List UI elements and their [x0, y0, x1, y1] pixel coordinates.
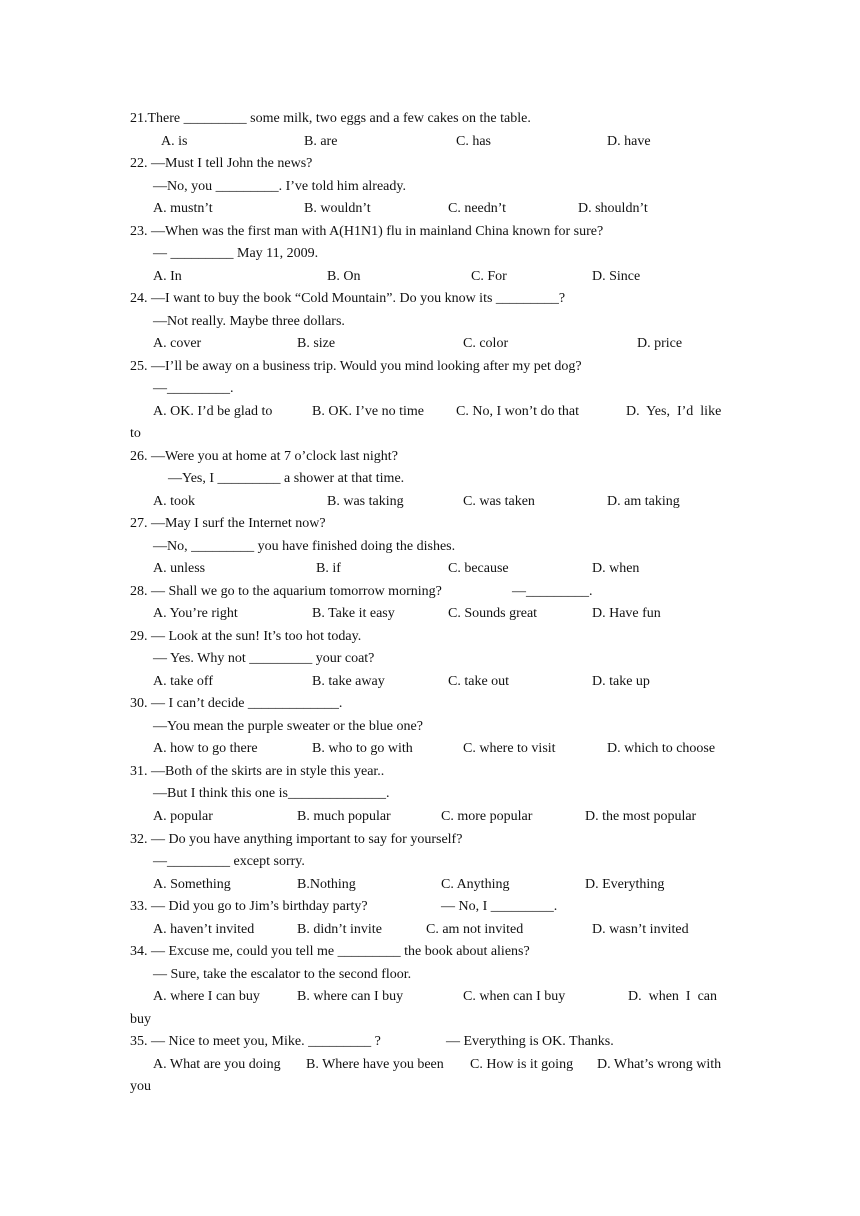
- question-stem: 22. —Must I tell John the news?: [130, 156, 313, 171]
- option-d: D. wasn’t invited: [592, 922, 689, 937]
- option-b: B. was taking: [327, 494, 404, 509]
- option-a: A. In: [153, 269, 182, 284]
- option-a: A. Something: [153, 877, 231, 892]
- option-c: C. Anything: [441, 877, 510, 892]
- option-a: A. unless: [153, 561, 206, 576]
- question-reply: ―_________.: [512, 584, 593, 599]
- option-c: C. How is it going: [470, 1057, 574, 1072]
- question-stem: 33. — Did you go to Jim’s birthday party?: [130, 899, 368, 914]
- option-d: D. take up: [592, 674, 650, 689]
- option-a: A. haven’t invited: [153, 922, 255, 937]
- option-d: D. which to choose: [607, 741, 716, 756]
- option-a: A. popular: [153, 809, 213, 824]
- option-a: A. What are you doing: [153, 1057, 281, 1072]
- option-d: D. when: [592, 561, 640, 576]
- option-d: D. have: [607, 134, 651, 149]
- option-a: A. cover: [153, 336, 202, 351]
- option-c: C. has: [456, 134, 491, 149]
- option-b: B. are: [304, 134, 338, 149]
- option-c: C. when can I buy: [463, 989, 566, 1004]
- option-c: C. more popular: [441, 809, 533, 824]
- option-b: B. who to go with: [312, 741, 413, 756]
- option-c: C. needn’t: [448, 201, 507, 216]
- option-b: B. Take it easy: [312, 606, 395, 621]
- option-c: C. was taken: [463, 494, 535, 509]
- option-c: C. where to visit: [463, 741, 556, 756]
- question-reply: —Yes, I _________ a shower at that time.: [168, 471, 405, 486]
- question-stem: 24. —I want to buy the book “Cold Mountain”. Do you know its _________?: [130, 291, 566, 306]
- option-b: B. much popular: [297, 809, 391, 824]
- option-c: C. because: [448, 561, 509, 576]
- question-reply: — Sure, take the escalator to the second floor.: [153, 967, 412, 982]
- option-d: D. Have fun: [592, 606, 661, 621]
- question-stem: 23. —When was the first man with A(H1N1) flu in mainland China known for sure?: [130, 224, 604, 239]
- option-a: A. take off: [153, 674, 213, 689]
- option-c: C. take out: [448, 674, 510, 689]
- option-a: A. You’re right: [153, 606, 238, 621]
- option-c: C. color: [463, 336, 509, 351]
- question-stem: 30. — I can’t decide _____________.: [130, 696, 343, 711]
- option-a: A. OK. I’d be glad to: [153, 404, 273, 419]
- question-reply: — Everything is OK. Thanks.: [446, 1034, 614, 1049]
- question-stem: 26. —Were you at home at 7 o’clock last night?: [130, 449, 398, 464]
- option-c: C. No, I won’t do that: [456, 404, 580, 419]
- question-reply: — Yes. Why not _________ your coat?: [153, 651, 375, 666]
- question-reply: —You mean the purple sweater or the blue one?: [153, 719, 423, 734]
- question-reply: —But I think this one is______________.: [153, 786, 390, 801]
- question-stem: 25. —I’ll be away on a business trip. Would you mind looking after my pet dog?: [130, 359, 582, 374]
- option-a: A. how to go there: [153, 741, 258, 756]
- question-reply: —Not really. Maybe three dollars.: [153, 314, 345, 329]
- option-b: B. size: [297, 336, 336, 351]
- question-reply: —_________ except sorry.: [153, 854, 305, 869]
- option-c: C. am not invited: [426, 922, 524, 937]
- question-stem: 27. —May I surf the Internet now?: [130, 516, 326, 531]
- question-stem: 31. —Both of the skirts are in style this year..: [130, 764, 385, 779]
- option-b: B. Where have you been: [306, 1057, 444, 1072]
- option-wrap: buy: [130, 1012, 151, 1027]
- option-a: A. where I can buy: [153, 989, 260, 1004]
- question-reply: —No, _________ you have finished doing the dishes.: [153, 539, 456, 554]
- option-b: B. take away: [312, 674, 385, 689]
- option-d: D. price: [637, 336, 683, 351]
- question-stem: 35. — Nice to meet you, Mike. _________ ?: [130, 1034, 381, 1049]
- question-reply: — _________ May 11, 2009.: [153, 246, 319, 261]
- question-stem: 21.There _________ some milk, two eggs and a few cakes on the table.: [130, 111, 531, 126]
- option-wrap: you: [130, 1079, 151, 1094]
- question-reply: — No, I _________.: [441, 899, 558, 914]
- option-d: D. shouldn’t: [578, 201, 648, 216]
- option-d: D. Everything: [585, 877, 665, 892]
- option-b: B.Nothing: [297, 877, 356, 892]
- question-stem: 29. — Look at the sun! It’s too hot today.: [130, 629, 362, 644]
- option-a: A. mustn’t: [153, 201, 213, 216]
- option-wrap: to: [130, 426, 141, 441]
- option-a: A. took: [153, 494, 195, 509]
- option-a: A. is: [161, 134, 188, 149]
- option-c: C. Sounds great: [448, 606, 538, 621]
- option-d: D. Since: [592, 269, 641, 284]
- option-c: C. For: [471, 269, 507, 284]
- option-b: B. On: [327, 269, 361, 284]
- option-d: D. when I can: [628, 989, 718, 1004]
- option-d: D. the most popular: [585, 809, 697, 824]
- option-b: B. if: [316, 561, 341, 576]
- option-b: B. didn’t invite: [297, 922, 382, 937]
- option-d: D. am taking: [607, 494, 680, 509]
- option-b: B. OK. I’ve no time: [312, 404, 424, 419]
- question-stem: 34. — Excuse me, could you tell me _________ the book about aliens?: [130, 944, 530, 959]
- option-b: B. where can I buy: [297, 989, 404, 1004]
- option-b: B. wouldn’t: [304, 201, 371, 216]
- question-reply: —_________.: [153, 381, 234, 396]
- option-d: D. What’s wrong with: [597, 1057, 722, 1072]
- question-stem: 32. — Do you have anything important to say for yourself?: [130, 832, 463, 847]
- question-reply: —No, you _________. I’ve told him already.: [153, 179, 406, 194]
- question-stem: 28. ― Shall we go to the aquarium tomorrow morning?: [130, 584, 442, 599]
- option-d: D. Yes, I’d like: [626, 404, 722, 419]
